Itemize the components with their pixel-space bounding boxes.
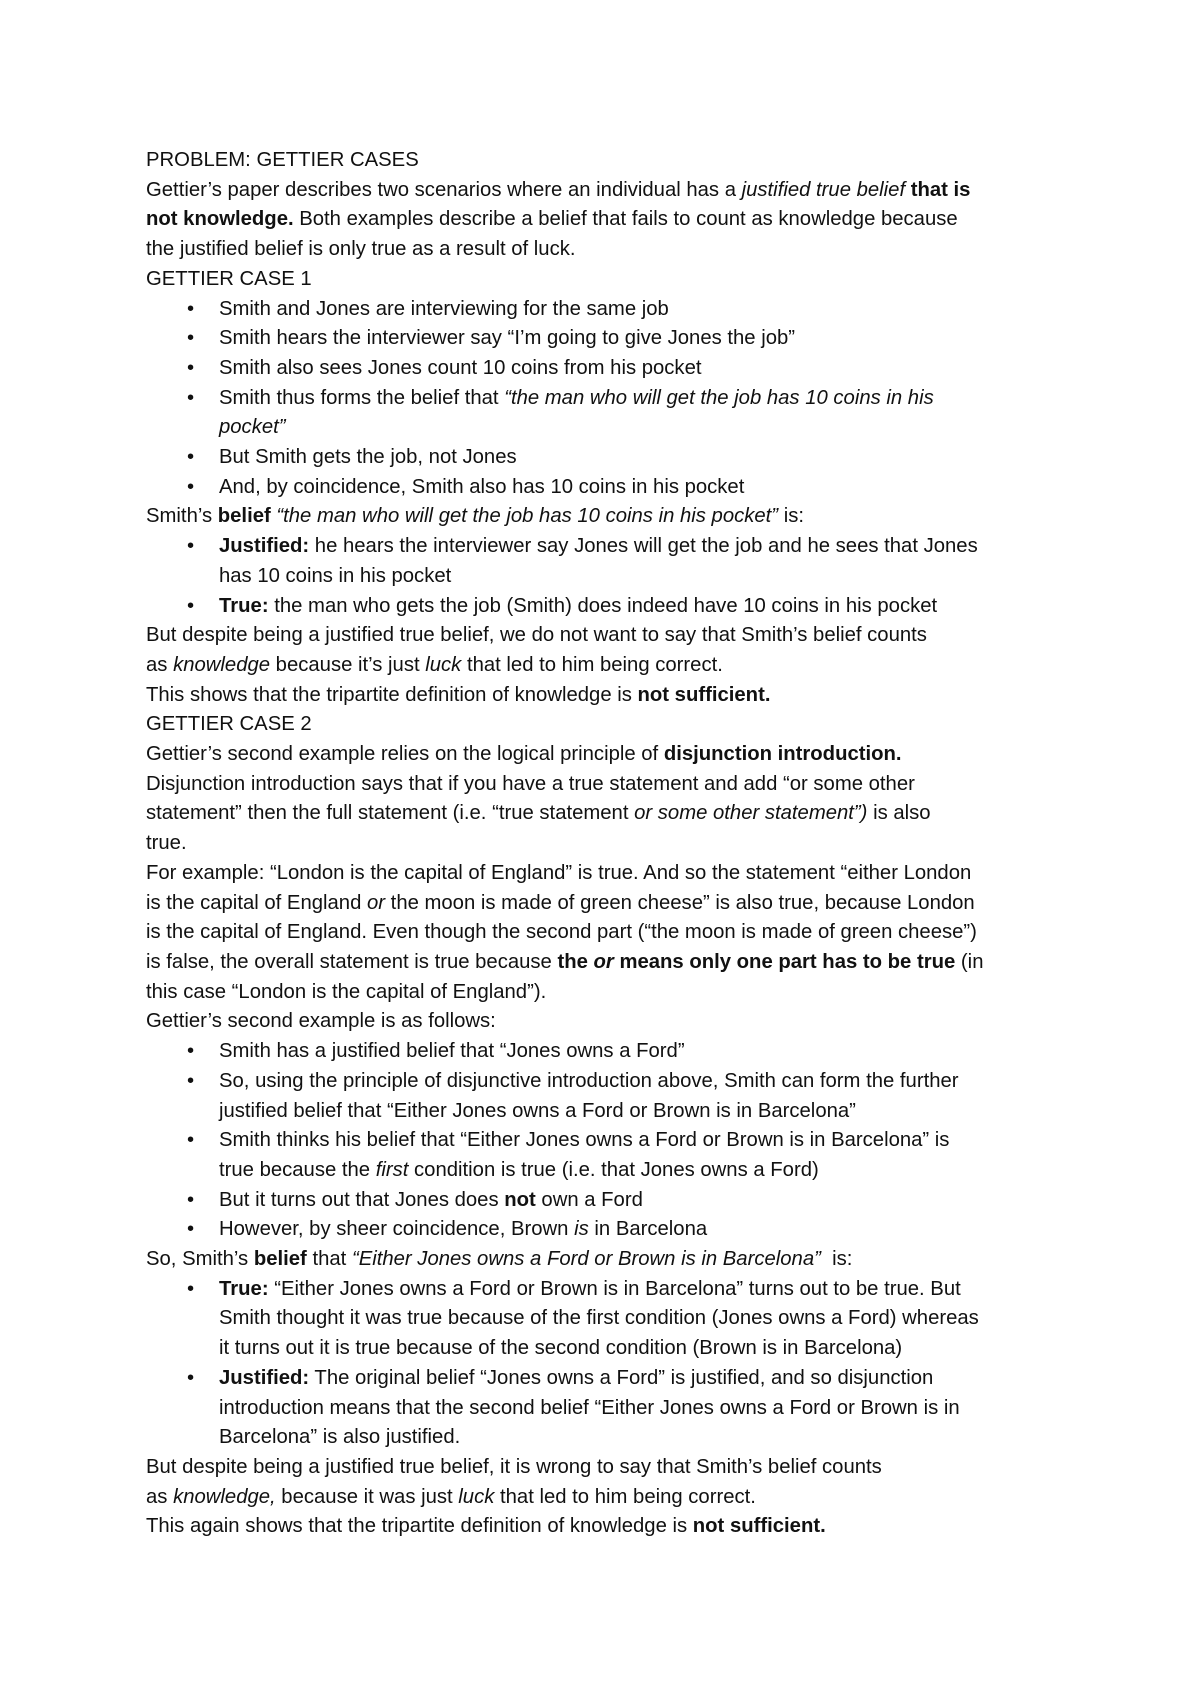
case2-example-5: this case “London is the capital of England”). — [146, 980, 547, 1003]
case2-analysis-list — [146, 1275, 1140, 1453]
list-item: • Smith thinks his belief that “Either Jones owns a Ford or Brown is in Barcelona” is true because the first condition is true (i.e. that Jones owns a Ford) — [146, 1126, 1140, 1185]
case2-example-2: is the capital of England or the moon is made of green cheese” is also true, because London — [146, 891, 975, 914]
list-item: • However, by sheer coincidence, Brown is in Barcelona — [146, 1215, 1140, 1245]
case1-conclusion-3: This shows that the tripartite definition of knowledge is not sufficient. — [146, 683, 771, 706]
list-item: • And, by coincidence, Smith also has 10 coins in his pocket — [146, 473, 1140, 503]
case2-heading: GETTIER CASE 2 — [146, 713, 312, 736]
case1-conclusion-1: But despite being a justified true belief, we do not want to say that Smith’s belief counts — [146, 624, 927, 647]
case2-belief-summary: So, Smith’s belief that “Either Jones owns a Ford or Brown is in Barcelona” is: — [146, 1248, 853, 1271]
list-item: • So, using the principle of disjunctive introduction above, Smith can form the further justified belief that “Either Jones owns a Ford or Brown is in Barcelona” — [146, 1067, 1140, 1126]
list-item: • True: the man who gets the job (Smith) does indeed have 10 coins in his pocket — [146, 592, 1140, 622]
list-item: • Smith and Jones are interviewing for the same job — [146, 295, 1140, 325]
list-item: • Smith has a justified belief that “Jones owns a Ford” — [146, 1037, 1140, 1067]
list-item: • Smith hears the interviewer say “I’m going to give Jones the job” — [146, 324, 1140, 354]
list-item: • True: “Either Jones owns a Ford or Brown is in Barcelona” turns out to be true. But Smith thought it was true because of the first condition (Jones owns a Ford) whereas it turns out it is true because of the second condition (Brown is in Barcelona) — [146, 1275, 1140, 1364]
case2-para-4: true. — [146, 832, 187, 855]
case2-para-3: statement” then the full statement (i.e. “true statement or some other statement”) is also — [146, 802, 931, 825]
case2-follows: Gettier’s second example is as follows: — [146, 1010, 496, 1033]
list-item: • Smith thus forms the belief that “the man who will get the job has 10 coins in his pocket” — [146, 384, 1140, 443]
list-item: • Smith also sees Jones count 10 coins from his pocket — [146, 354, 1140, 384]
case2-example-1: For example: “London is the capital of England” is true. And so the statement “either London — [146, 861, 972, 884]
intro-line-2: not knowledge. Both examples describe a belief that fails to count as knowledge because — [146, 208, 958, 231]
case2-example-3: is the capital of England. Even though the second part (“the moon is made of green cheese”) — [146, 921, 977, 944]
case2-example-4: is false, the overall statement is true because the or means only one part has to be true (in — [146, 950, 984, 973]
document-title: PROBLEM: GETTIER CASES — [146, 149, 419, 171]
case2-para-1: Gettier’s second example relies on the logical principle of disjunction introduction. — [146, 743, 902, 766]
case1-analysis-list — [146, 532, 1140, 621]
case1-conclusion-2: as knowledge because it’s just luck that led to him being correct. — [146, 653, 723, 676]
intro-line-1: Gettier’s paper describes two scenarios where an individual has a justified true belief that is — [146, 178, 971, 201]
case1-scenario-list — [146, 295, 1140, 503]
list-item: • Justified: The original belief “Jones owns a Ford” is justified, and so disjunction introduction means that the second belief “Either Jones owns a Ford or Brown is in Barcelona” is also justified. — [146, 1364, 1140, 1453]
case1-heading: GETTIER CASE 1 — [146, 267, 312, 290]
case2-para-2: Disjunction introduction says that if you have a true statement and add “or some other — [146, 772, 915, 795]
intro-line-3: the justified belief is only true as a result of luck. — [146, 238, 576, 261]
case2-conclusion-1: But despite being a justified true belief, it is wrong to say that Smith’s belief counts — [146, 1455, 882, 1478]
list-item: • But Smith gets the job, not Jones — [146, 443, 1140, 473]
case2-scenario-list — [146, 1037, 1140, 1245]
list-item: • But it turns out that Jones does not own a Ford — [146, 1186, 1140, 1216]
list-item: • Justified: he hears the interviewer say Jones will get the job and he sees that Jones has 10 coins in his pocket — [146, 532, 1140, 591]
case2-conclusion-2: as knowledge, because it was just luck that led to him being correct. — [146, 1485, 756, 1508]
case1-belief-summary: Smith’s belief “the man who will get the job has 10 coins in his pocket” is: — [146, 505, 804, 528]
case2-conclusion-3: This again shows that the tripartite definition of knowledge is not sufficient. — [146, 1515, 826, 1538]
